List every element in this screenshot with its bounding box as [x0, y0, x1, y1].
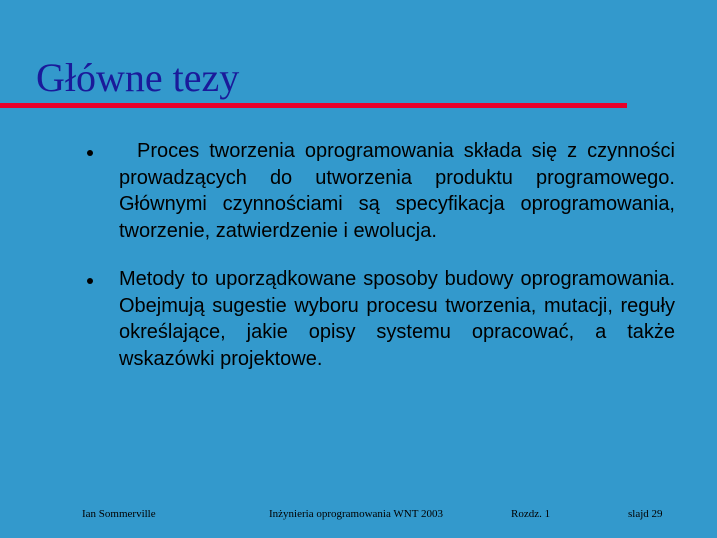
- footer-chapter: Rozdz. 1: [511, 508, 551, 520]
- bullet-text: Proces tworzenia oprogramowania składa się z czynności prowadzących do utworzenia produktu programowego. Głównymi czynnościami są specyfikacja oprogramowania, tworzenie, zatwierdzenie i ewolucja.: [119, 140, 675, 242]
- bullet-list: [0, 138, 717, 394]
- title-underline-rule: [0, 103, 627, 108]
- bullet-dot-icon: [87, 278, 93, 284]
- bullet-dot-icon: [87, 150, 93, 156]
- slide-title: Główne tezy: [36, 55, 240, 100]
- footer-slide-number: slajd 29: [628, 508, 663, 520]
- bullet-item: [0, 266, 717, 372]
- footer-author: Ian Sommerville: [82, 508, 156, 520]
- footer-course: Inżynieria oprogramowania WNT 2003: [269, 508, 444, 520]
- bullet-text: Metody to uporządkowane sposoby budowy oprogramowania. Obejmują sugestie wyboru procesu tworzenia, mutacji, reguły określające, jakie opisy systemu opracować, a także wskazówki projektowe.: [119, 268, 675, 370]
- bullet-item: [0, 138, 717, 244]
